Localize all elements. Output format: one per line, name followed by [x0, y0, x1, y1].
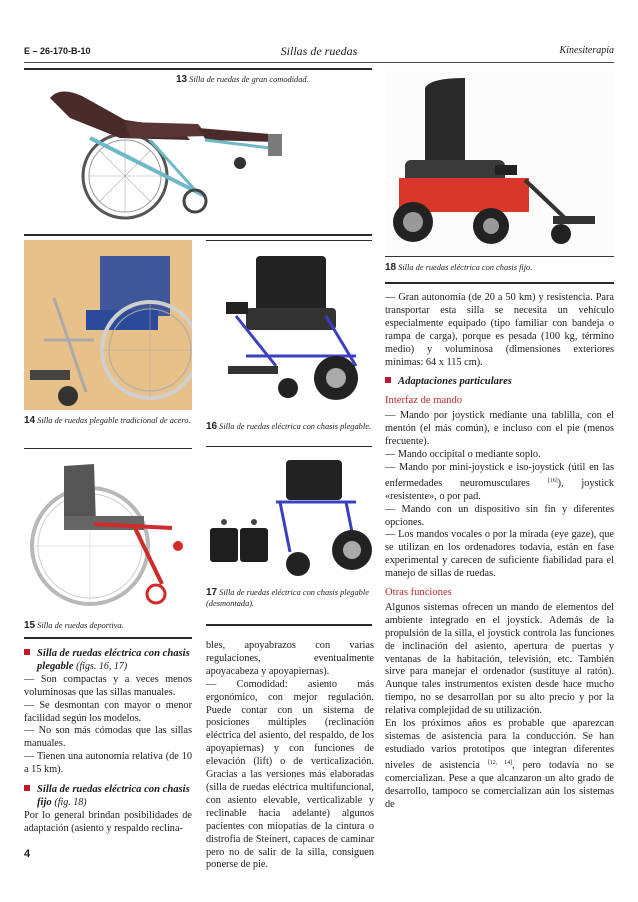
page-header: [24, 44, 614, 60]
figure-18-text: Silla de ruedas eléctrica con chasis fijo.: [398, 263, 533, 272]
subheading-control-interface: Interfaz de mando: [385, 395, 463, 407]
figure-16-rule: [206, 240, 372, 241]
bullet-square-icon: [385, 377, 391, 383]
middle-column-rule: [206, 624, 372, 626]
sport-wheelchair-illustration: [24, 454, 192, 614]
paragraph: En los próximos años es probable que aparezcan sistemas de asistencia para la conducción. Se han estudiado varios prototipos que integran diferentes niveles de asistencia [12, 14], pero todavía no se comercializan. Pese a que alcanzaron un alto grado de desarrollo, tampoco se comercializan aún los sistemas de: [385, 718, 614, 810]
figure-15-caption: [24, 620, 199, 631]
header-rule: [24, 62, 614, 63]
page-number: 4: [24, 848, 31, 860]
figure-18-caption: [385, 262, 614, 273]
figure-18-rule: [385, 256, 614, 257]
paragraph: — Comodidad: asiento más ergonómico, con mejor regulación. Puede contar con un sistema de posiciones múltiples (reclinación eléctrica del asiento, del respaldo, de los apoyapiernas) y con funciones de elevación (lift) o de verticalización. Gracias a las versiones más elaboradas (silla de ruedas eléctrica multifuncional, con asiento elevable, verticalizable y reclinable hacia adelante) algunos pacientes con miopatías de la cintura o distrofia de Steinert, capaces de caminar pero no de salir de la silla, consiguen ponerse de pie.: [206, 678, 374, 871]
left-column-rule: [24, 637, 192, 639]
figure-16-number: 16: [206, 421, 218, 432]
right-column-text: [385, 292, 614, 811]
paragraph: — Mando por joystick mediante una tablilla, con el mentón (el más común), e incluso con el pie (menos frecuente).: [385, 410, 614, 448]
figure-16-image: [206, 246, 372, 412]
figure-15-image: [24, 454, 192, 614]
figure-13-number: 13: [176, 74, 188, 85]
figure-13-text: Silla de ruedas de gran comodidad.: [189, 75, 309, 84]
subheading-other-functions: Otras funciones: [385, 587, 452, 599]
paragraph: — Los mandos vocales o por la mirada (eye gaze), que se utilizan en los ordenadores todavía, están en fase experimental y carecen de suficiente fiabilidad para el manejo de sillas de ruedas.: [385, 529, 614, 580]
paragraph: — Se desmontan con mayor o menor facilidad según los modelos.: [24, 699, 192, 724]
section-name: Kinesiterapia: [559, 45, 614, 56]
figure-16-text: Silla de ruedas eléctrica con chasis plegable.: [219, 422, 372, 431]
figure-18-number: 18: [385, 262, 397, 273]
figure-14-caption: [24, 415, 199, 426]
paragraph: Algunos sistemas ofrecen un mando de elementos del ambiente integrado en el joystick. Además de la propulsión de la silla, el joystick controla las funciones de inclinación del asiento, apertura de puertas y ventanas de la habitación, televisión, etc. También sirve para manejar el ordenador (sustituye al ratón). Aunque tales instrumentos existen desde hace mucho tiempo, no se desarrollan por su alto precio y por la relativa complejidad de su utilización.: [385, 601, 614, 717]
figure-15-rule: [24, 448, 192, 449]
figure-14-text: Silla de ruedas plegable tradicional de acero.: [37, 416, 191, 425]
reclining-wheelchair-illustration: [30, 78, 288, 220]
bullet-square-icon: [24, 785, 30, 791]
figure-15-number: 15: [24, 620, 36, 631]
figure-16-caption: [206, 421, 376, 432]
figure-13-rule: [24, 68, 372, 70]
figure-17-image: [206, 452, 372, 582]
figure-18-image: [385, 70, 615, 256]
folding-powerchair-illustration: [206, 246, 372, 412]
figure-14-rule: [24, 234, 372, 236]
figure-13-image: [30, 78, 288, 220]
heading-particular-adaptations: Adaptaciones particulares: [385, 376, 614, 389]
document-reference: E – 26-170-B-10: [24, 46, 91, 56]
paragraph: — Tienen una autonomía relativa (de 10 a 15 km).: [24, 751, 192, 776]
paragraph: — Mando occipital o mediante soplo.: [385, 448, 541, 460]
running-title: Sillas de ruedas: [280, 44, 358, 58]
paragraph: — No son más cómodas que las sillas manuales.: [24, 725, 192, 750]
figure-14-number: 14: [24, 415, 36, 426]
figure-15-text: Silla de ruedas deportiva.: [37, 621, 124, 630]
figure-17-number: 17: [206, 587, 218, 598]
right-column-rule: [385, 282, 614, 284]
folding-steel-wheelchair-illustration: [24, 240, 192, 410]
paragraph: — Gran autonomía (de 20 a 50 km) y resistencia. Para transportar esta silla se necesita un vehículo especialmente equipado (tipo familiar con bandeja o rampa de carga), porque es pesada (100 kg, término medio) y voluminosa (dimensiones exteriores mínimas: 64 x 115 cm).: [385, 292, 614, 368]
paragraph: — Son compactas y a veces menos voluminosas que las sillas manuales.: [24, 673, 192, 698]
figure-17-rule: [206, 446, 372, 447]
middle-column-text: [206, 640, 374, 872]
heading-fixed-powerchair: Silla de ruedas eléctrica con chasis fijo (fig. 18): [24, 784, 192, 810]
left-column-text: [24, 648, 192, 836]
bullet-square-icon: [24, 649, 30, 655]
disassembled-powerchair-illustration: [206, 452, 372, 582]
paragraph: Por lo general brindan posibilidades de adaptación (asiento y respaldo reclina-: [24, 809, 192, 834]
fixed-chassis-powerchair-illustration: [385, 70, 615, 256]
figure-17-caption: [206, 587, 376, 609]
figure-14-image: [24, 240, 192, 410]
figure-17-text: Silla de ruedas eléctrica con chasis plegable (desmontada).: [206, 588, 369, 608]
paragraph: — Mando por mini-joystick e iso-joystick (útil en las enfermedades neuromusculares [16]), joystick «resistente», o por pad.: [385, 461, 615, 502]
paragraph: — Mando con un dispositivo sin fin y diferentes opciones.: [385, 503, 614, 528]
heading-folding-powerchair: Silla de ruedas eléctrica con chasis plegable (figs. 16, 17): [24, 648, 192, 674]
paragraph: bles, apoyabrazos con varias regulaciones, eventualmente apoyacabeza y apoyapiernas).: [206, 640, 374, 677]
